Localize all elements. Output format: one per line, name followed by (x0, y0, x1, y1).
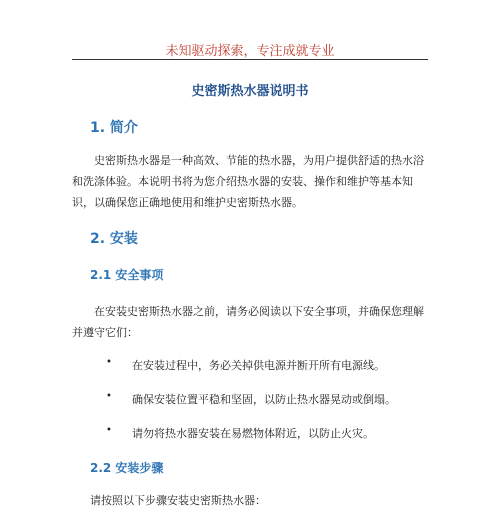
page-header: 未知驱动探索，专注成就专业 (165, 44, 335, 59)
document-title: 史密斯热水器说明书 (191, 84, 309, 99)
intro-paragraph: 史密斯热水器是一种高效、节能的热水器，为用户提供舒适的热水浴和洗涤体验。本说明书将为您介绍热水器的安装、操作和维护等基本知识，以确保您正确地使用和维护史密斯热水器。 (72, 154, 424, 209)
bullet-icon: • (106, 357, 112, 368)
header-divider (72, 59, 428, 60)
bullet-icon: • (106, 391, 112, 402)
subsection-heading-steps: 2.2 安装步骤 (90, 461, 164, 475)
steps-paragraph: 请按照以下步骤安装史密斯热水器： (90, 494, 266, 507)
document-page: 未知驱动探索，专注成就专业 史密斯热水器说明书 1. 简介 史密斯热水器是一种高效、节能的热水器，为用户提供舒适的热水浴和洗涤体验。本说明书将为您介绍热水器的安装、操作和维护等基本知识，以确保您正确地使用和维护史密斯热水器。 2. 安装 2.1 安全事项 在安装史密斯热水器之前，请务必阅读以下安全事项，并确保您理解并遵守它们： • 在安装过程中，务必关掉供电源并断开所有电源线。 • 确保安装位置平稳和坚固，以防止热水器晃动或倒塌。 • 请勿将热水器安装在易燃物体附近，以防止火灾。 2.2 安装步骤 请按照以下步骤安装史密斯热水器： (0, 0, 500, 517)
safety-paragraph: 在安装史密斯热水器之前，请务必阅读以下安全事项，并确保您理解并遵守它们： (72, 305, 424, 339)
section-heading-intro: 1. 简介 (90, 120, 138, 136)
section-heading-install: 2. 安装 (90, 231, 138, 247)
bullet-icon: • (106, 425, 112, 436)
subsection-heading-safety: 2.1 安全事项 (90, 268, 164, 282)
